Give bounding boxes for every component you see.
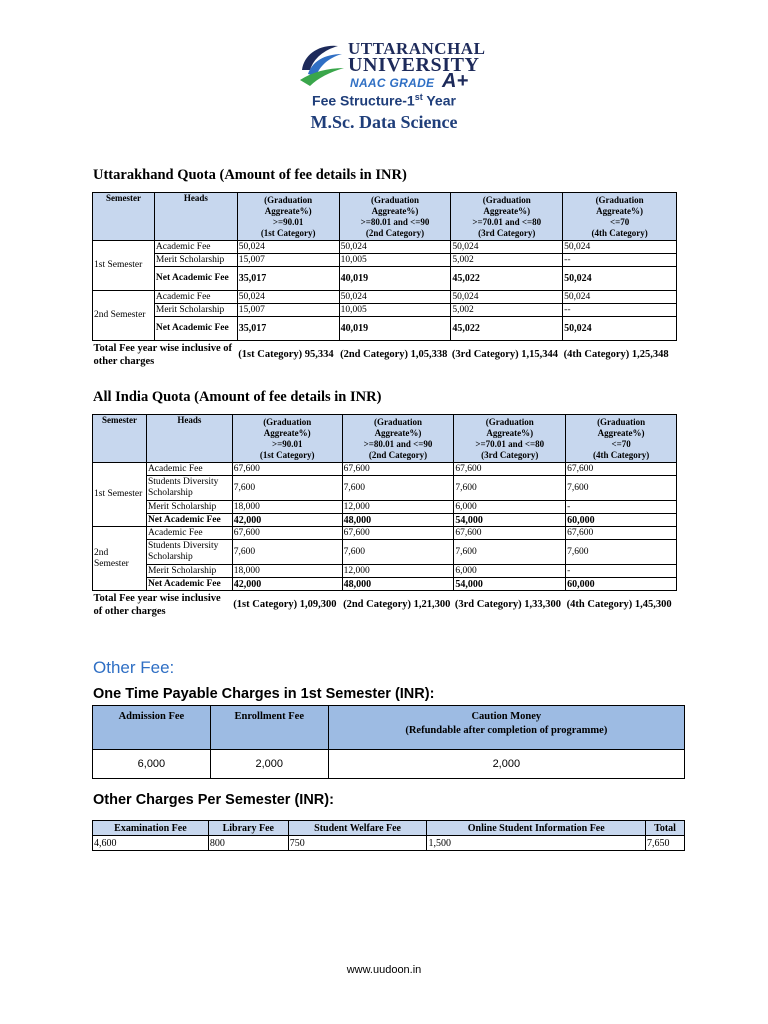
cell: 50,024 [563, 317, 677, 341]
row-head: Academic Fee [154, 291, 237, 304]
table-row [93, 750, 685, 779]
logo-swoosh-icon [298, 40, 346, 90]
header-cat4: (Graduation Aggreate%) <=70 (4th Category) [566, 415, 677, 463]
per-semester-charges-table [92, 820, 685, 851]
row-head: Net Academic Fee [146, 578, 232, 591]
header-cat1: (Graduation Aggreate%) >=90.01 (1st Category) [237, 193, 339, 241]
row-head: Net Academic Fee [146, 514, 232, 527]
header-cat2: (Graduation Aggreate%) >=80.01 and <=90 (2nd Category) [339, 193, 451, 241]
semester-label: 1st Semester [93, 241, 155, 291]
logo-text-line1: UTTARANCHAL [348, 39, 486, 58]
cell: 67,600 [566, 463, 677, 476]
row-head: Students Diversity Scholarship [146, 540, 232, 565]
header-library-fee: Library Fee [208, 821, 288, 836]
cell: 48,000 [342, 514, 454, 527]
cell: 50,024 [451, 241, 563, 254]
table-row [93, 476, 677, 501]
cell: 12,000 [342, 565, 454, 578]
cell: 54,000 [454, 578, 566, 591]
row-head: Students Diversity Scholarship [146, 476, 232, 501]
header-semester: Semester [93, 193, 155, 241]
total-cell: (2nd Category) 1,21,300 [342, 591, 454, 619]
cell: 50,024 [339, 291, 451, 304]
header-total: Total [646, 821, 685, 836]
cell: 67,600 [454, 527, 566, 540]
library-fee-value: 800 [208, 836, 288, 851]
ai-quota-table [92, 414, 677, 619]
online-info-fee-value: 1,500 [427, 836, 646, 851]
header-student-welfare-fee: Student Welfare Fee [288, 821, 427, 836]
cell: 7,600 [342, 540, 454, 565]
header-semester: Semester [93, 415, 147, 463]
table-row [93, 836, 685, 851]
table-row [93, 291, 677, 304]
total-label: Total Fee year wise inclusive of other charges [93, 591, 233, 619]
enrollment-fee-value: 2,000 [210, 750, 328, 779]
cell: 67,600 [454, 463, 566, 476]
table-row [93, 304, 677, 317]
cell: 50,024 [563, 267, 677, 291]
cell: 7,600 [342, 476, 454, 501]
total-cell: (1st Category) 1,09,300 [232, 591, 342, 619]
header-cat3: (Graduation Aggreate%) >=70.01 and <=80 (3rd Category) [454, 415, 566, 463]
total-label: Total Fee year wise inclusive of other charges [93, 341, 238, 369]
semester-label: 2nd Semester [93, 527, 147, 591]
table-row [93, 540, 677, 565]
header-cat4: (Graduation Aggreate%) <=70 (4th Category) [563, 193, 677, 241]
university-logo [298, 39, 486, 92]
cell: 67,600 [342, 527, 454, 540]
cell: 15,007 [237, 304, 339, 317]
cell: 18,000 [232, 565, 342, 578]
cell: 10,005 [339, 254, 451, 267]
table-row [93, 463, 677, 476]
cell: 15,007 [237, 254, 339, 267]
cell: 7,600 [566, 476, 677, 501]
total-value: 7,650 [646, 836, 685, 851]
naac-grade-text: NAAC GRADE [350, 76, 435, 90]
cell: 35,017 [237, 317, 339, 341]
logo-text-line2: UNIVERSITY [348, 54, 480, 76]
cell: 10,005 [339, 304, 451, 317]
cell: 45,022 [451, 267, 563, 291]
row-head: Merit Scholarship [146, 565, 232, 578]
header-cat2: (Graduation Aggreate%) >=80.01 and <=90 (2nd Category) [342, 415, 454, 463]
student-welfare-fee-value: 750 [288, 836, 427, 851]
row-head: Academic Fee [146, 527, 232, 540]
semester-label: 2nd Semester [93, 291, 155, 341]
total-row [93, 591, 677, 619]
cell: 5,002 [451, 304, 563, 317]
total-cell: (4th Category) 1,45,300 [566, 591, 677, 619]
row-head: Merit Scholarship [154, 254, 237, 267]
row-head: Merit Scholarship [146, 501, 232, 514]
cell: 67,600 [566, 527, 677, 540]
programme-title: M.Sc. Data Science [310, 112, 458, 132]
row-head: Net Academic Fee [154, 267, 237, 291]
admission-fee-value: 6,000 [93, 750, 211, 779]
table-row [93, 514, 677, 527]
cell: - [566, 501, 677, 514]
cell: 7,600 [232, 540, 342, 565]
cell: 50,024 [451, 291, 563, 304]
total-cell: (1st Category) 95,334 [237, 341, 339, 369]
header-caution-money: Caution Money (Refundable after completion of programme) [328, 706, 684, 750]
cell: 42,000 [232, 578, 342, 591]
table-row [93, 527, 677, 540]
cell: 5,002 [451, 254, 563, 267]
header-enrollment-fee: Enrollment Fee [210, 706, 328, 750]
cell: 7,600 [454, 540, 566, 565]
cell: 67,600 [232, 463, 342, 476]
row-head: Net Academic Fee [154, 317, 237, 341]
cell: 7,600 [454, 476, 566, 501]
row-head: Academic Fee [146, 463, 232, 476]
cell: 50,024 [339, 241, 451, 254]
cell: 60,000 [566, 514, 677, 527]
header-admission-fee: Admission Fee [93, 706, 211, 750]
cell: 45,022 [451, 317, 563, 341]
table-row [93, 501, 677, 514]
header-heads: Heads [154, 193, 237, 241]
fee-structure-title: Fee Structure-1st Year [312, 92, 456, 109]
cell: -- [563, 304, 677, 317]
ai-quota-title: All India Quota (Amount of fee details in INR) [93, 389, 382, 405]
onetime-title: One Time Payable Charges in 1st Semester (INR): [93, 686, 435, 702]
footer-url[interactable]: www.uudoon.in [346, 964, 422, 976]
cell: 67,600 [342, 463, 454, 476]
cell: 40,019 [339, 317, 451, 341]
header-heads: Heads [146, 415, 232, 463]
cell: 42,000 [232, 514, 342, 527]
table-row [93, 267, 677, 291]
per-semester-title: Other Charges Per Semester (INR): [93, 792, 334, 808]
uk-quota-title: Uttarakhand Quota (Amount of fee details in INR) [93, 167, 407, 183]
header-cat1: (Graduation Aggreate%) >=90.01 (1st Category) [232, 415, 342, 463]
cell: 50,024 [237, 291, 339, 304]
total-cell: (3rd Category) 1,15,344 [451, 341, 563, 369]
header-cat3: (Graduation Aggreate%) >=70.01 and <=80 (3rd Category) [451, 193, 563, 241]
cell: 50,024 [563, 241, 677, 254]
header-examination-fee: Examination Fee [93, 821, 209, 836]
total-cell: (4th Category) 1,25,348 [563, 341, 677, 369]
cell: -- [563, 254, 677, 267]
table-row [93, 317, 677, 341]
row-head: Academic Fee [154, 241, 237, 254]
cell: 50,024 [563, 291, 677, 304]
uk-quota-table [92, 192, 677, 369]
caution-money-value: 2,000 [328, 750, 684, 779]
cell: 40,019 [339, 267, 451, 291]
cell: 48,000 [342, 578, 454, 591]
total-cell: (2nd Category) 1,05,338 [339, 341, 451, 369]
other-fee-title: Other Fee: [93, 658, 175, 677]
cell: 50,024 [237, 241, 339, 254]
semester-label: 1st Semester [93, 463, 147, 527]
cell: - [566, 565, 677, 578]
table-row [93, 578, 677, 591]
cell: 6,000 [454, 501, 566, 514]
total-cell: (3rd Category) 1,33,300 [454, 591, 566, 619]
cell: 60,000 [566, 578, 677, 591]
onetime-charges-table [92, 705, 685, 779]
cell: 35,017 [237, 267, 339, 291]
row-head: Merit Scholarship [154, 304, 237, 317]
table-row [93, 565, 677, 578]
cell: 67,600 [232, 527, 342, 540]
table-row [93, 254, 677, 267]
table-row [93, 241, 677, 254]
cell: 7,600 [566, 540, 677, 565]
cell: 18,000 [232, 501, 342, 514]
grade-text: A+ [442, 70, 469, 92]
cell: 6,000 [454, 565, 566, 578]
cell: 7,600 [232, 476, 342, 501]
cell: 12,000 [342, 501, 454, 514]
header-online-info-fee: Online Student Information Fee [427, 821, 646, 836]
examination-fee-value: 4,600 [93, 836, 209, 851]
total-row [93, 341, 677, 369]
cell: 54,000 [454, 514, 566, 527]
